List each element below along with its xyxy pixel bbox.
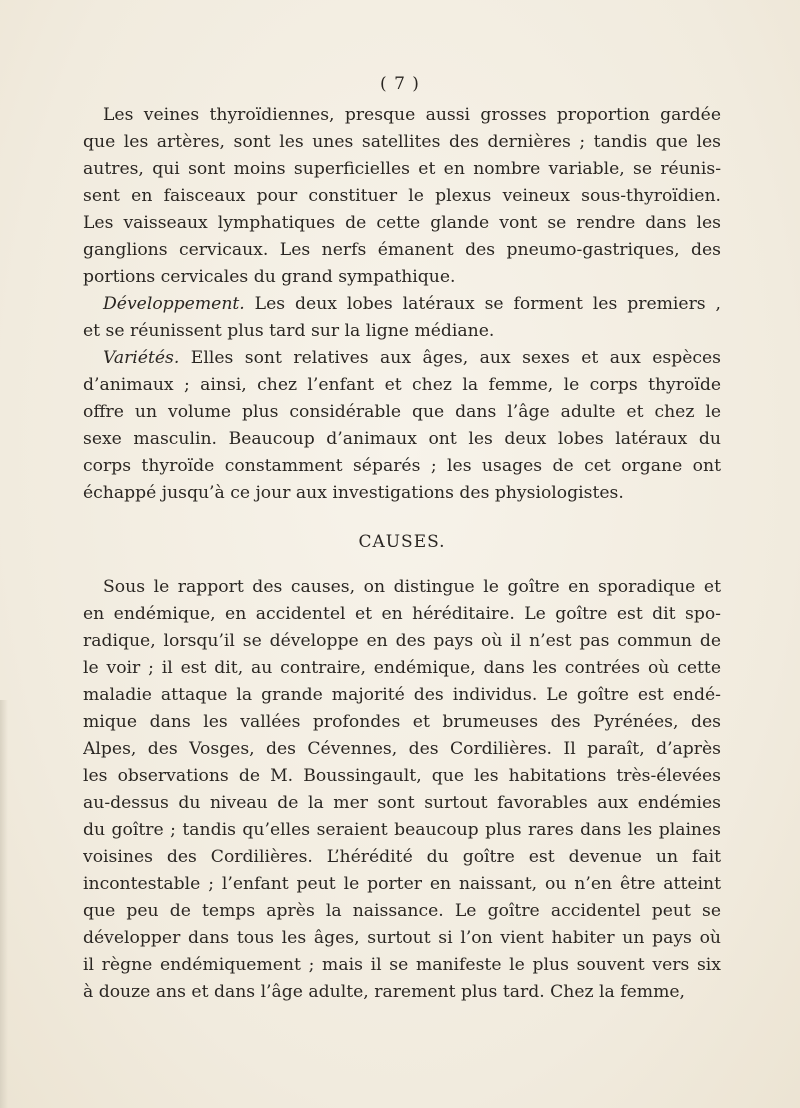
page-number: ( 7 ): [380, 74, 420, 94]
text-run: Elles sont relatives aux âges, aux sexes et aux espèces: [179, 348, 721, 368]
paragraph-development: [83, 291, 721, 345]
text-line: autres, qui sont moins superficielles et en nombre variable, se réunis-: [83, 159, 721, 179]
text-line: [83, 345, 721, 372]
text-line: Les vaisseaux lymphatiques de cette glande vont se rendre dans les: [83, 213, 721, 233]
text-line: sexe masculin. Beaucoup d’animaux ont les deux lobes latéraux du: [83, 429, 721, 449]
scan-edge-shadow: [0, 700, 8, 1108]
text-line: radique, lorsqu’il se développe en des pays où il n’est pas commun de: [83, 631, 721, 651]
text-line: du goître ; tandis qu’elles seraient beaucoup plus rares dans les plaines: [83, 820, 721, 840]
text-line: les observations de M. Boussingault, que les habitations très-élevées: [83, 766, 721, 786]
text-line: ganglions cervicaux. Les nerfs émanent des pneumo-gastriques, des: [83, 240, 721, 260]
text-line: corps thyroïde constamment séparés ; les usages de cet organe ont: [83, 456, 721, 476]
section-label: Développement.: [103, 294, 245, 314]
paragraph-veins: [83, 102, 721, 291]
text-line: le voir ; il est dit, au contraire, endémique, dans les contrées où cette: [83, 658, 721, 678]
text-line: [83, 291, 721, 318]
body-text: [83, 102, 721, 1006]
text-line: il règne endémiquement ; mais il se manifeste le plus souvent vers six: [83, 955, 721, 975]
text-line: que les artères, sont les unes satellites des dernières ; tandis que les: [83, 132, 721, 152]
text-line: Alpes, des Vosges, des Cévennes, des Cordilières. Il paraît, d’après: [83, 739, 721, 759]
text-run: Les deux lobes latéraux se forment les premiers ,: [244, 294, 721, 314]
text-line: maladie attaque la grande majorité des individus. Le goître est endé-: [83, 685, 721, 705]
text-line: et se réunissent plus tard sur la ligne médiane.: [83, 321, 495, 341]
text-line: incontestable ; l’enfant peut le porter en naissant, ou n’en être atteint: [83, 874, 721, 894]
text-line: à douze ans et dans l’âge adulte, rarement plus tard. Chez la femme,: [83, 982, 686, 1002]
text-line: au-dessus du niveau de la mer sont surtout favorables aux endémies: [83, 793, 721, 813]
text-line: Les veines thyroïdiennes, presque aussi grosses proportion gardée: [103, 105, 721, 125]
text-line: Sous le rapport des causes, on distingue le goître en sporadique et: [103, 577, 721, 597]
text-line: voisines des Cordilières. L’hérédité du goître est devenue un fait: [83, 847, 721, 867]
section-label: Variétés.: [103, 348, 180, 368]
text-line: mique dans les vallées profondes et brumeuses des Pyrénées, des: [83, 712, 721, 732]
text-line: d’animaux ; ainsi, chez l’enfant et chez la femme, le corps thyroïde: [83, 375, 721, 395]
text-line: portions cervicales du grand sympathique.: [83, 267, 456, 287]
paragraph-varieties: [83, 345, 721, 507]
section-heading: CAUSES.: [358, 532, 446, 552]
text-line: développer dans tous les âges, surtout si l’on vient habiter un pays où: [83, 928, 721, 948]
text-line: sent en faisceaux pour constituer le plexus veineux sous-thyroïdien.: [83, 186, 721, 206]
paragraph-causes: [83, 574, 721, 1006]
text-line: échappé jusqu’à ce jour aux investigations des physiologistes.: [83, 483, 624, 503]
text-line: offre un volume plus considérable que dans l’âge adulte et chez le: [83, 402, 721, 422]
text-line: en endémique, en accidentel et en héréditaire. Le goître est dit spo-: [83, 604, 721, 624]
text-line: que peu de temps après la naissance. Le goître accidentel peut se: [83, 901, 721, 921]
